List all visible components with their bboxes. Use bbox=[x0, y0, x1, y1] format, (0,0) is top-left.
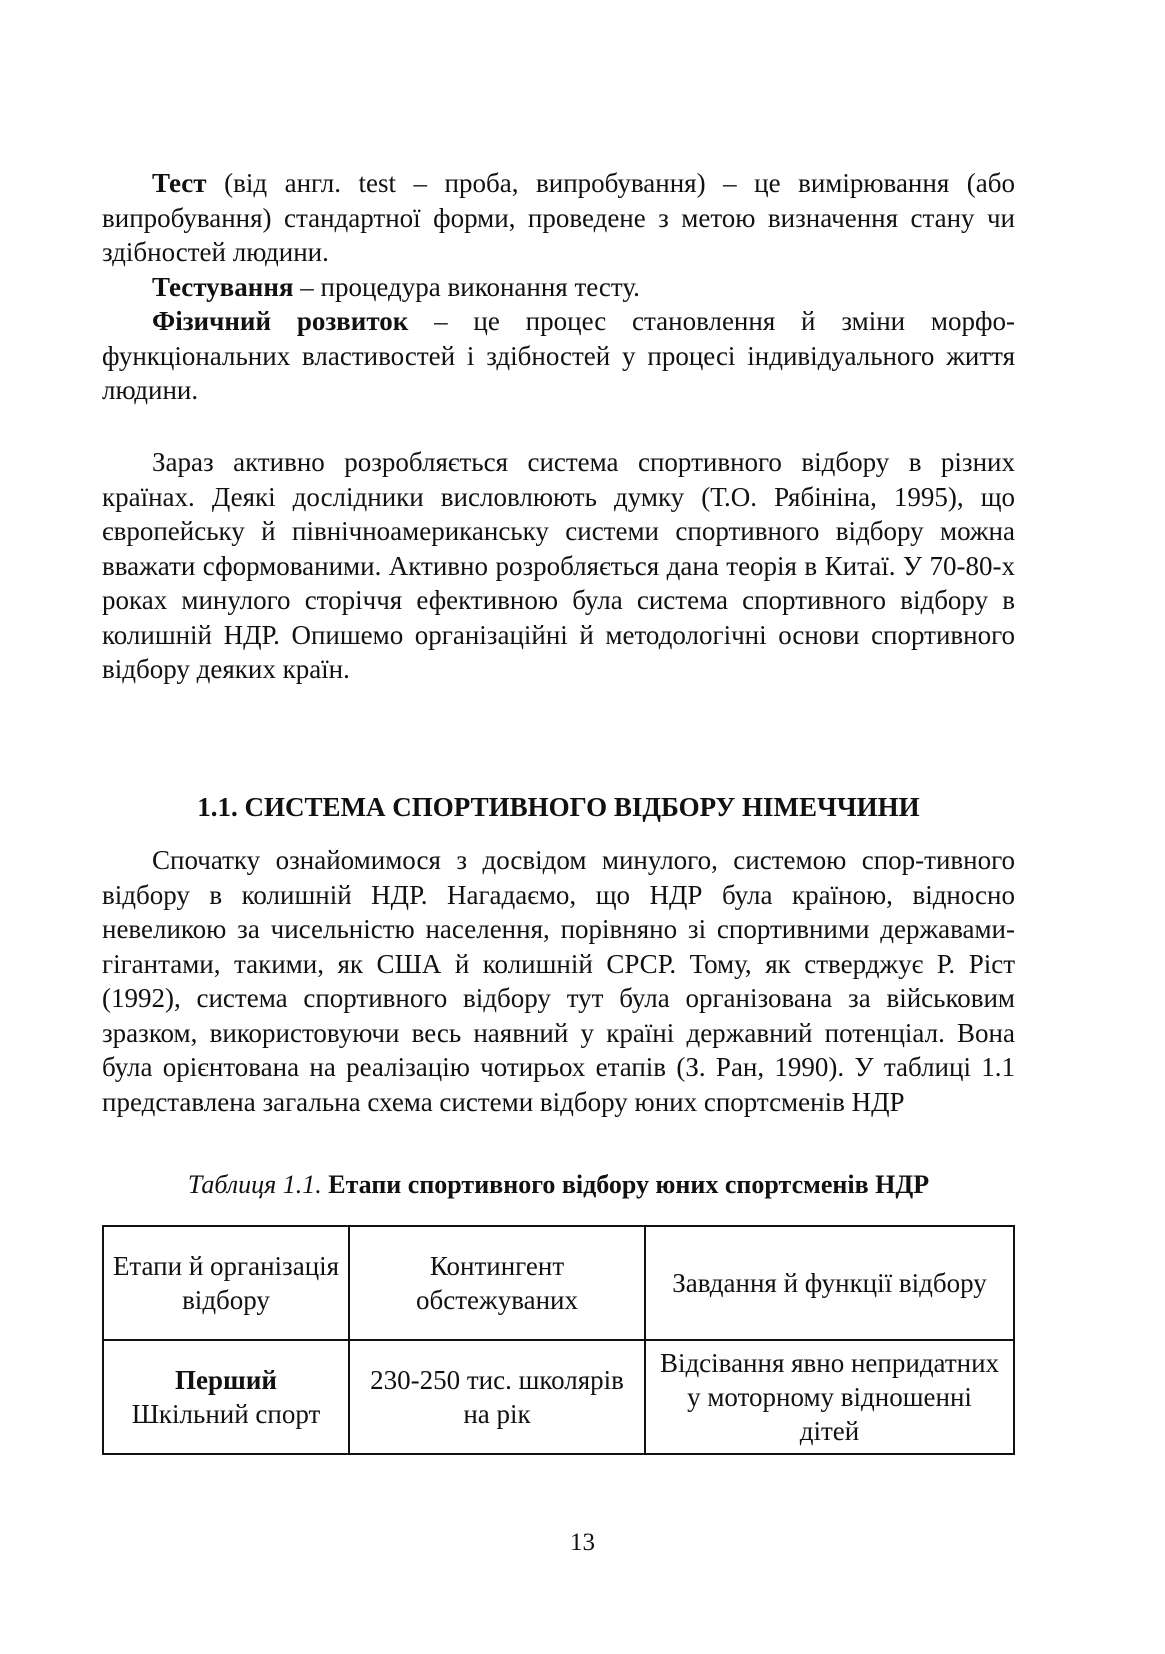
term: Фізичний розвиток bbox=[152, 306, 409, 336]
stages-table bbox=[102, 1225, 1015, 1455]
definition-text: – це процес становлення й зміни морфо-функціональних властивостей і здібностей у процесі індивідуального життя людини. bbox=[102, 306, 1015, 405]
term: Тест bbox=[152, 168, 207, 198]
intro-paragraph: Зараз активно розробляється система спортивного відбору в різних країнах. Деякі дослідники висловлюють думку (Т.О. Рябініна, 1995), що європейську й північноамериканську системи спортивного відбору можна вважати сформованими. Активно розробляється дана теорія в Китаї. У 70-80-х роках минулого сторіччя ефективною була система спортивного відбору в колишній НДР. Опишемо організаційні й методологічні основи спортивного відбору деяких країн. bbox=[102, 447, 1015, 684]
definitions bbox=[102, 166, 1015, 408]
header-stages: Етапи й організація відбору bbox=[103, 1226, 349, 1340]
intro-section bbox=[102, 445, 1015, 687]
section-body bbox=[102, 843, 1015, 1119]
caption-title: Етапи спортивного відбору юних спортсменів НДР bbox=[328, 1170, 930, 1199]
cell-tasks: Відсівання явно непридатних у моторному відношенні дітей bbox=[645, 1340, 1014, 1454]
definition-test bbox=[102, 166, 1015, 270]
definition-text: – процедура виконання тесту. bbox=[293, 271, 640, 302]
term: Тестування bbox=[152, 271, 294, 302]
definition-physical-development bbox=[102, 304, 1015, 408]
header-tasks: Завдання й функції відбору bbox=[645, 1226, 1014, 1340]
caption-label: Таблиця 1.1. bbox=[187, 1170, 322, 1199]
table-row bbox=[103, 1340, 1014, 1454]
section-heading: 1.1. СИСТЕМА СПОРТИВНОГО ВІДБОРУ НІМЕЧЧИНИ bbox=[197, 792, 920, 822]
page-number: 13 bbox=[570, 1529, 595, 1556]
table-header-row bbox=[103, 1226, 1014, 1340]
section-paragraph: Спочатку ознайомимося з досвідом минулого, системою спор-тивного відбору в колишній НДР. Нагадаємо, що НДР була країною, відносно невеликою за чисельністю населення, порівняно зі спортивними державами-гігантами, такими, як США й колишній СРСР. Тому, як стверджує Р. Ріст (1992), система спортивного відбору тут була організована за військовим зразком, використовуючи весь наявний у країні державний потенціал. Вона була орієнтована на реалізацію чотирьох етапів (З. Ран, 1990). У таблиці 1.1 представлена загальна схема системи відбору юних спортсменів НДР bbox=[102, 845, 1015, 1117]
definition-text: (від англ. test – проба, випробування) – це вимірювання (або випробування) стандартної форми, проведене з метою визначення стану чи здібностей людини. bbox=[102, 168, 1015, 267]
stage-sub: Шкільний спорт bbox=[131, 1399, 321, 1429]
table-caption bbox=[102, 1168, 1015, 1202]
cell-stage bbox=[103, 1340, 349, 1454]
cell-contingent: 230-250 тис. школярів на рік bbox=[349, 1340, 645, 1454]
stage-name: Перший bbox=[175, 1365, 277, 1395]
header-contingent: Контингент обстежуваних bbox=[349, 1226, 645, 1340]
definition-testing bbox=[102, 270, 1015, 305]
